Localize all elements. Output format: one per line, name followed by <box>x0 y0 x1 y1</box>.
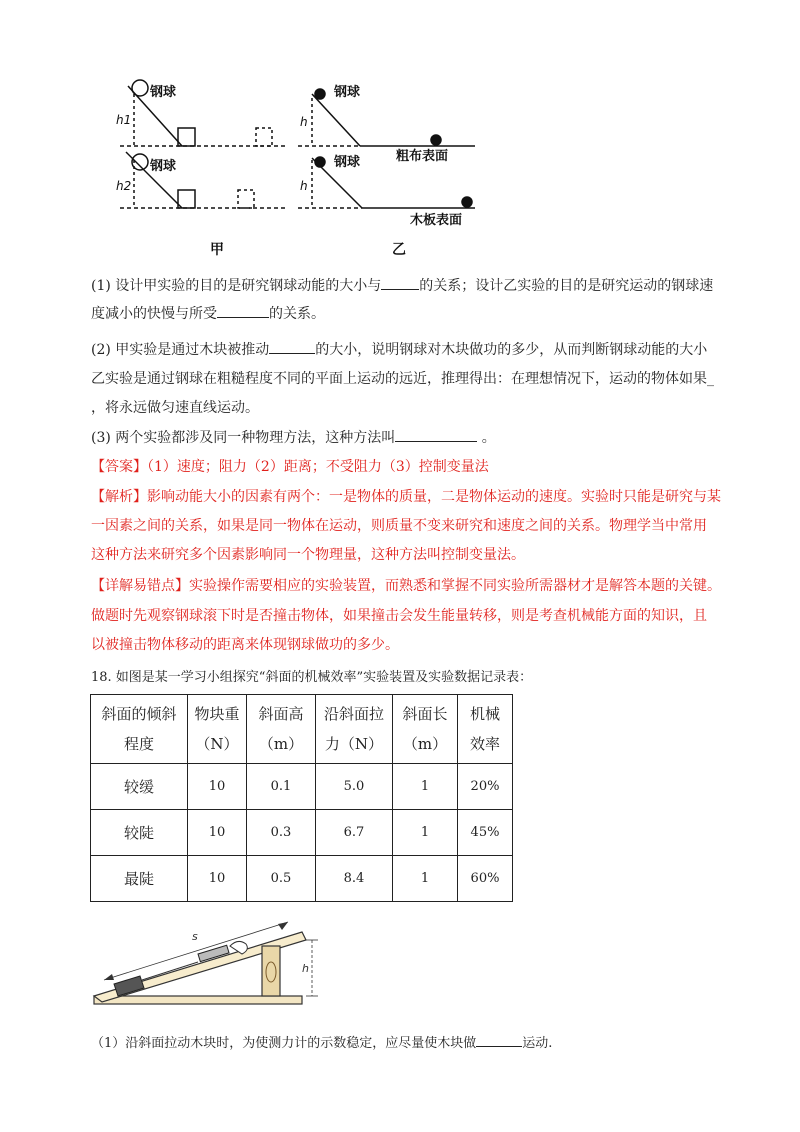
wood-surface-label: 木板表面 <box>410 213 463 228</box>
q18-sub1: （1）沿斜面拉动木块时，为使测力计的示数稳定，应尽量使木块做 运动. <box>91 1032 552 1054</box>
answer-blank[interactable] <box>395 427 477 442</box>
wood-block <box>178 190 195 208</box>
q17-part2-line1: (2) 甲实验是通过木块被推动 的大小，说明钢球对木块做功的多少，从而判断钢球动能的大小 <box>91 339 707 360</box>
answer-blank[interactable] <box>476 1032 522 1047</box>
table-cell: 45% <box>458 810 513 856</box>
table-header-cell: 斜面的倾斜 程度 <box>91 695 188 764</box>
q17-part2-line3: ，将永远做匀速直线运动。 <box>91 400 259 416</box>
table-cell: 0.1 <box>247 764 316 810</box>
table-row <box>91 764 513 810</box>
pitfall-line1: 【详解易错点】实验操作需要相应的实验装置，而熟悉和掌握不同实验所需器材才是解答本题的关键。 <box>91 578 721 594</box>
table-cell: 10 <box>188 810 247 856</box>
table-cell: 8.4 <box>316 856 393 902</box>
analysis-line1: 【解析】影响动能大小的因素有两个：一是物体的质量，二是物体运动的速度。实验时只能是研究与某 <box>91 489 721 505</box>
answer-blank[interactable] <box>269 339 315 354</box>
caption-yi: 乙 <box>392 242 406 258</box>
q17-part1-line2: 度减小的快慢与所受 的关系。 <box>91 303 325 324</box>
table-cell: 6.7 <box>316 810 393 856</box>
table-cell: 较缓 <box>91 764 188 810</box>
q17-part1-line1: (1) 设计甲实验的目的是研究钢球动能的大小与 的关系；设计乙实验的目的是研究运动的钢球速 <box>91 275 713 296</box>
table-cell: 1 <box>393 810 458 856</box>
wood-block <box>114 976 144 996</box>
table-header-cell: 沿斜面拉 力（N） <box>316 695 393 764</box>
table-header-cell: 斜面长 （m） <box>393 695 458 764</box>
analysis-line2: 一因素之间的关系，如果是同一物体在运动，则质量不变来研究和速度之间的关系。物理学当中常用 <box>91 518 707 534</box>
analysis-tag: 【解析】 <box>91 489 147 505</box>
height-label-h: h <box>302 962 309 975</box>
height-label-h: h <box>300 179 308 193</box>
q18-intro: 18. 如图是某一学习小组探究“斜面的机械效率”实验装置及实验数据记录表： <box>91 670 533 685</box>
table-cell: 60% <box>458 856 513 902</box>
table-row <box>91 810 513 856</box>
jia-top-setup <box>120 80 285 146</box>
ball-label: 钢球 <box>334 155 361 170</box>
height-label-h2: h2 <box>116 179 132 193</box>
q17-part3: (3) 两个实验都涉及同一种物理方法，这种方法叫 。 <box>91 427 496 448</box>
answer-text: （1）速度；阻力（2）距离；不受阻力（3）控制变量法 <box>147 459 489 475</box>
table-row <box>91 856 513 902</box>
table-header-cell: 斜面高 （m） <box>247 695 316 764</box>
pitfall-tag: 【详解易错点】 <box>91 578 189 594</box>
ball-label: 钢球 <box>150 159 177 174</box>
table-cell: 5.0 <box>316 764 393 810</box>
support-block <box>262 946 280 996</box>
table-cell: 0.5 <box>247 856 316 902</box>
answer-section <box>91 457 489 477</box>
table-cell: 0.3 <box>247 810 316 856</box>
caption-jia: 甲 <box>210 242 224 258</box>
table-header-cell: 机械 效率 <box>458 695 513 764</box>
ball-label: 钢球 <box>334 85 361 100</box>
hand <box>230 941 247 954</box>
jia-bottom-setup <box>120 152 285 208</box>
table-header-row <box>91 695 513 764</box>
height-label-h: h <box>300 115 308 129</box>
rough-surface-label: 粗布表面 <box>396 149 449 164</box>
length-label-s: s <box>192 930 198 943</box>
yi-top-setup <box>298 89 475 146</box>
yi-bottom-setup <box>298 157 475 208</box>
height-label-h1: h1 <box>116 113 132 127</box>
incline-figure <box>88 910 328 1020</box>
pitfall-line3: 以被撞击物体移动的距离来体现钢球做功的多少。 <box>91 637 399 653</box>
pitfall-line2: 做题时先观察钢球滚下时是否撞击物体，如果撞击会发生能量转移，则是考查机械能方面的知识，且 <box>91 608 707 624</box>
table-header-cell: 物块重 （N） <box>188 695 247 764</box>
steel-ball <box>132 80 148 96</box>
table-cell: 20% <box>458 764 513 810</box>
table-cell: 较陡 <box>91 810 188 856</box>
base-board <box>94 996 302 1004</box>
table-cell: 10 <box>188 856 247 902</box>
ball-label: 钢球 <box>150 85 177 100</box>
answer-blank[interactable] <box>217 303 269 318</box>
experiment-figure <box>100 72 500 262</box>
answer-tag: 【答案】 <box>91 459 147 475</box>
q17-part2-line2: 乙实验是通过钢球在粗糙程度不同的平面上运动的远近，推理得出：在理想情况下，运动的物体如果_ <box>91 371 714 387</box>
analysis-line3: 这种方法来研究多个因素影响同一个物理量，这种方法叫控制变量法。 <box>91 547 525 563</box>
table-cell: 最陡 <box>91 856 188 902</box>
answer-blank[interactable] <box>381 275 419 290</box>
table-cell: 1 <box>393 856 458 902</box>
table-cell: 1 <box>393 764 458 810</box>
data-table <box>90 694 513 902</box>
table-cell: 10 <box>188 764 247 810</box>
